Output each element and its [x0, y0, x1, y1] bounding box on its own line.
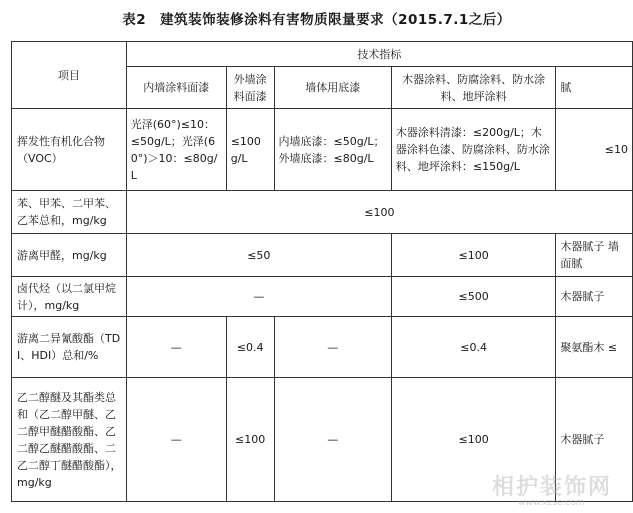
cell: ≤100 [391, 234, 555, 277]
cell: ≤0.4 [226, 317, 274, 378]
watermark-url: www.xzse.com [518, 498, 585, 508]
table-row [12, 277, 633, 317]
header-col-wall-primer: 墙体用底漆 [274, 67, 391, 109]
cell: ≤100 [226, 378, 274, 502]
cell: — [274, 378, 391, 502]
header-col-wood-coatings: 木器涂料、防腐涂料、防水涂料、地坪涂料 [391, 67, 555, 109]
cell: 木器涂料清漆：≤200g/L；木器涂料色漆、防腐涂料、防水涂料、地坪涂料：≤150g/L [391, 109, 555, 191]
cell-merged: — [126, 277, 391, 317]
cell: 聚氨酯木 ≤ [556, 317, 633, 378]
cell: — [274, 317, 391, 378]
table-title: 表2 建筑装饰装修涂料有害物质限量要求（2015.7.1之后） [122, 12, 511, 28]
row-item: 苯、甲苯、二甲苯、乙苯总和，mg/kg [12, 191, 127, 234]
cell: — [126, 317, 226, 378]
cell: ≤0.4 [391, 317, 555, 378]
row-item: 卤代烃（以二氯甲烷计），mg/kg [12, 277, 127, 317]
cell: ≤100g/L [226, 109, 274, 191]
row-item: 挥发性有机化合物（VOC） [12, 109, 127, 191]
harmful-substance-limit-table [11, 41, 633, 502]
cell: 木器腻子 [556, 277, 633, 317]
cell-merged: ≤100 [126, 191, 632, 234]
cell: 内墙底漆：≤50g/L；外墙底漆：≤80g/L [274, 109, 391, 191]
table-row [12, 191, 633, 234]
cell: ≤500 [391, 277, 555, 317]
cell: — [126, 378, 226, 502]
row-item: 乙二醇醚及其酯类总和（乙二醇甲醚、乙二醇甲醚醋酸酯、乙二醇乙醚醋酸酯、二乙二醇丁醚醋酸酯），mg/kg [12, 378, 127, 502]
cell: ≤100 [391, 378, 555, 502]
table-row [12, 317, 633, 378]
watermark: 相护装饰网 [492, 475, 613, 500]
cell-merged: ≤50 [126, 234, 391, 277]
header-col-exterior-topcoat: 外墙涂料面漆 [226, 67, 274, 109]
cell: 木器腻子 [556, 378, 633, 502]
header-item: 项目 [12, 42, 127, 109]
table-row [12, 234, 633, 277]
cell: ≤10 [556, 109, 633, 191]
header-col-interior-topcoat: 内墙涂料面漆 [126, 67, 226, 109]
row-item: 游离甲醛，mg/kg [12, 234, 127, 277]
cell: 光泽(60°)≤10：≤50g/L；光泽(60°)＞10：≤80g/L [126, 109, 226, 191]
header-col-putty: 腻 [556, 67, 633, 109]
table-row [12, 378, 633, 502]
row-item: 游离二异氰酸酯（TDI、HDI）总和/% [12, 317, 127, 378]
header-tech-index: 技术指标 [126, 42, 632, 67]
header-row-1 [12, 42, 633, 67]
table-row [12, 109, 633, 191]
cell: 木器腻子 墙面腻 [556, 234, 633, 277]
